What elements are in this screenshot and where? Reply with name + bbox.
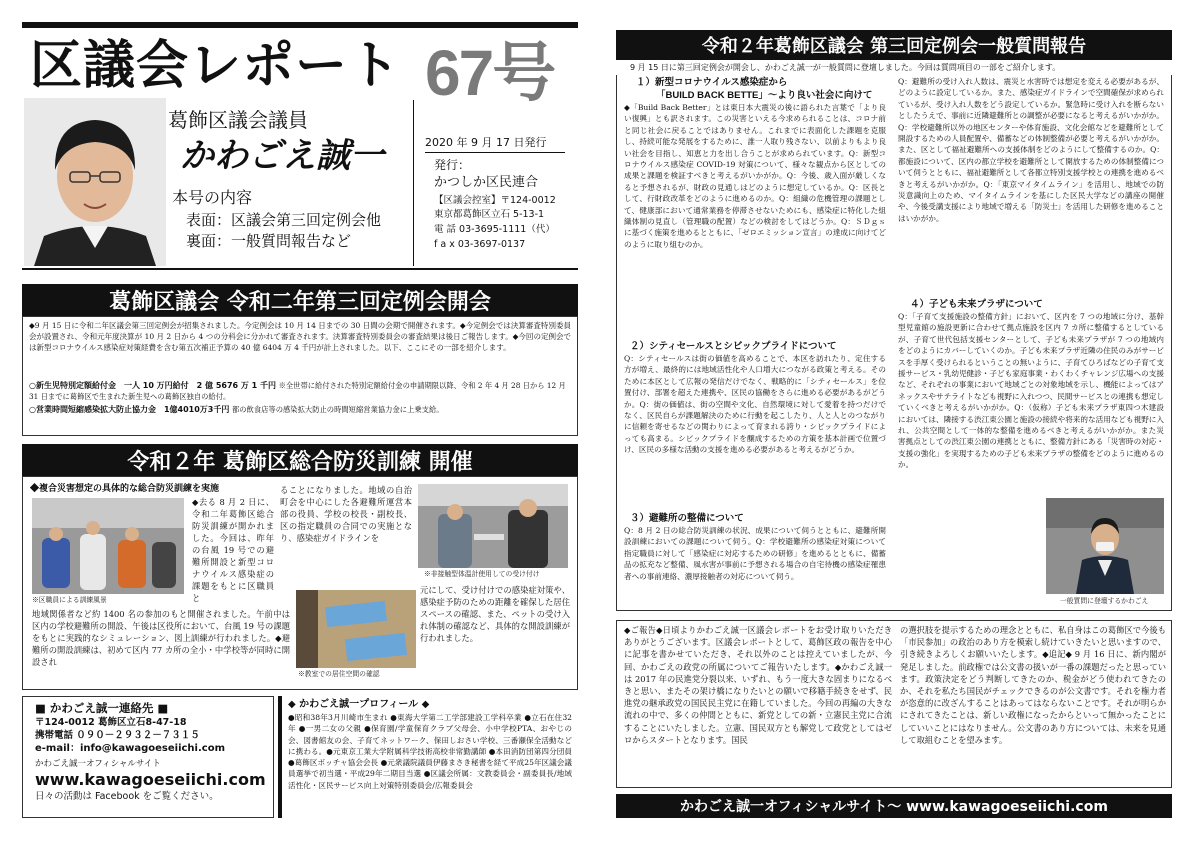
section-1-title: １）新型コロナウイルス感染症から xyxy=(636,77,788,88)
profile-heading: ◆ かわごえ誠一プロフィール ◆ xyxy=(288,699,430,710)
section-2-text: Q：シティセールスは街の価値を高めることで、本区を訪れたり、定住する方が増え、最終的には地域活性化や人口増大につながる政策と考える。そのために本区として広報の発信だけでなく、戦略的に「シティセールス」を位置付け、部署を超えた連携や、区民の協働をさらに進める必要があるがどうか。Q：街の価値は、街の空間や文化、自然環境に対して愛着を持つだけでなく、区民自らが課題解決のために行動を起こしたり、人と人とのつながりに信頼を寄せるなどの関わりによって育まれる誇り・シビックプライドによっても高まる。シビックプライドを醸成するための方策を基本計画で位置づけ、区民の多様な活動の支援を進める必要があると考えるがどうか。 xyxy=(624,354,886,455)
contact-heading: ■ かわごえ誠一連絡先 ■ xyxy=(35,701,169,715)
drill-text-col-1: ◆去る 8 月 2 日に、令和二年葛飾区総合防災訓練が開かれました。今回は、昨年の台風 19 号での避難所開設と新型コロナウイルス感染症の課題をもとに区職員と xyxy=(192,497,274,603)
publisher-tel: 電 話 03-3695-1111（代） xyxy=(434,224,555,235)
contact-address: 〒124-0012 葛飾区立石8-47-18 xyxy=(35,717,187,728)
drill-text-bottom: 地域関係者など約 1400 名の参加のもと開催されました。午前中は区内の学校避難所の開設、午後は区役所において、台風 19 号の課題をもとに実践的なシミュレーション、図上訓練が行われました。◆避難所の開設訓練は、初めて区内 77 カ所の全小・中学校等が同時に開設され xyxy=(32,609,290,667)
session-item-2-title: ○営業時間短縮感染拡大防止協力金 1億4010万3千円 xyxy=(29,405,230,414)
issue-number: 67号 xyxy=(425,37,555,109)
section-1-subtitle: 「BUILD BACK BETTE」〜より良い社会に向けて xyxy=(656,90,873,101)
speech-photo xyxy=(1046,498,1164,594)
drill-photo-3 xyxy=(296,590,416,668)
section-1-text: ◆「Build Back Better」とは東日本大震災の後に語られた言葉で「より良い復興」とも訳されます。この災害といえる今求められることは、コロナ前と同じ社会に戻ることではありません。これまでに表面化した課題を克服し、持続可能な発展をするために、誰一人取り残さない、以前よりもより良い社会を目指し、知恵と力を出し合うことが求められています。Q：新型コロナウイルス感染症 COVID-19 対策について、様々な観点から区としての成果と課題を検証すべきと考えるがいかがか。Q：今後、歳入面が厳しくなると予想されるが、財政の見通しはどのように想定しているか。Q：区長として、行財政改革をどのように進めるのか。Q：組織の危機管理の課題として、健康部において通常業務を停滞させないためにも、感染症に特化した組織体制の見直し（管理職の配置）などの検討をしてはどうか。Q：ＳＤｇｓに基づく施策を進めるとともに、「ゼロエミッション宣言」の達成に向けてどのように取り組むのか。 xyxy=(624,103,886,249)
drill-subheading: ◆複合災害想定の具体的な総合防災訓練を実施 xyxy=(30,483,220,493)
publisher-address: 東京都葛飾区立石 5-13-1 xyxy=(434,209,545,220)
footer-site[interactable]: かわごえ誠一オフィシャルサイト〜 www.kawagoeseiichi.com xyxy=(616,794,1172,818)
drill-heading: 令和２年 葛飾区総合防災訓練 開催 xyxy=(22,444,578,476)
publisher-fax: f a x 03-3697-0137 xyxy=(434,239,526,250)
drill-photo-1-caption: ※区職員による訓練風景 xyxy=(32,596,107,604)
report-heading: 令和２年葛飾区議会 第三回定例会一般質問報告 xyxy=(616,30,1172,60)
section-3-text: Q：8 月 2 日の総合防災訓練の状況、成果について伺うとともに、避難所開設訓練においての課題について伺う。Q：学校避難所の感染症対策について指定職員に対して「感染症に対応するための研修」を進めるとともに、備蓄品の拡充など整備、風水害が事前に予想される場合の自宅待機の感染症罹患者への事前連絡、濃厚接触者の対応について伺う。 xyxy=(624,526,886,581)
section-4-title: ４）子ども未来プラザについて xyxy=(910,299,1043,310)
contact-facebook: 日々の活動は Facebook をご覧ください。 xyxy=(35,791,219,802)
contact-email[interactable]: e-mail：info@kawagoeseiichi.com xyxy=(35,743,225,754)
issue-date: 2020 年 9 月 17 日発行 xyxy=(425,136,565,153)
session-item-1 xyxy=(29,380,571,402)
publisher-name: かつしか区民連合 xyxy=(434,175,539,190)
section-4-text: Q：「子育て支援施設の整備方針」において、区内を 7 つの地域に分け、基幹型児童館の施設更新に合わせて拠点施設を区内 7 カ所に整備するとしているが、子育て世代包括支援センターとして、子ども未来プラザが 7 つの地域内をどのようにカバーしていくのか。子ども未来プラザ近隣の住民のみがサービスを手厚く受けられるということの無いように、子育てひろばなどの子育て支援サービス・乳幼児健診・子ども家庭事業・わくわくチャレンジ広場への支援など、それぞれの事業において地域ごとの対象地域を示し、機能によってはアネックスやサテライトなども視野に入れつつ、民間サービスとの連携も想定していくべきと考えるがいかがか。Q：（仮称）子ども未来プラザ東四つ木建設においては、隣接する渋江東公園と施設の接続や将来的な活用なども視野に入れ、公共空間として一体的な整備を進めるべきと考えるがいかがか。また災害拠点としての渋江東公園の連携とともに、整備方針にある「災害時の対応・支援の強化」を実現するための子ども未来プラザの整備をどのように進めるのか。 xyxy=(898,312,1164,470)
drill-text-col-3: 元にして、受け付けでの感染症対策や、感染症予防のための距離を確保した居住スペースの確認、また、ペットの受け入れ体制の確認など、具体的な開設訓練が行われました。 xyxy=(420,585,570,643)
publisher-office: 【区議会控室】〒124-0012 xyxy=(434,195,556,206)
notice-text-1: ◆ご報告◆日頃よりかわごえ誠一区議会レポートをお受け取りいただきありがとうございます。区議会レポートとして、葛飾区政の報告を中心に記事を書かせていただき、それ以外のことは控えていましたが、今回、かわごえの政党の所属についてご報告いたします。◆かわごえ誠一は 2017 年の民進党分裂以来、いずれ、もう一度大きな固まりになるべきと思い、またその架け橋になりたいとの願いで移籍手続きをせず、民進党の継承政党の国民民主党に在籍していました。今回の再編の大きな流れの中で、多くの仲間とともに、新党としての新・立憲民主党に合流することにいたしました。立憲、国民双方とも解党して政党としてはゼロからスタートとなります。国民 xyxy=(624,625,892,745)
contents-back: 裏面：一般質問報告など xyxy=(186,232,352,250)
profile-box xyxy=(278,696,578,818)
contact-site-url[interactable]: www.kawagoeseiichi.com xyxy=(35,770,266,789)
session-box xyxy=(22,316,578,436)
contents-heading: 本号の内容 xyxy=(172,188,253,207)
session-item-1-text: ※全世帯に給付された特別定額給付金の申請期限以降、令和 2 年 4 月 28 日から 12 月 31 日までに葛飾区で生まれた新生児への葛飾区独自の給付。 xyxy=(29,381,566,401)
contact-mobile: 携帯電話 ０９０－２９３２－７３１５ xyxy=(35,730,200,741)
contents-front: 表面：区議会第三回定例会他 xyxy=(186,211,382,229)
drill-text-col-2: ることになりました。地域の自治町会を中心にした各避難所運営本部の役員、学校の校長・副校長、区の指定職員の合同での実施となり、感染症ガイドラインを xyxy=(280,485,412,543)
masthead-divider xyxy=(413,100,414,266)
speech-photo-caption: 一般質問に登壇するかわごえ xyxy=(1060,597,1149,605)
drill-photo-1 xyxy=(32,498,184,594)
section-3-text-continued: Q：避難所の受け入れ人数は、震災と水害時では想定を変える必要があるが、どのように設定しているか。また、感染症ガイドラインで空間確保が求められているが、受け入れ人数をどう設定しているか。緊急時に受け入れを断らないとしたうえで、事前に近隣避難所との調整が必要になると考えるがいかがか。Q：学校避難所以外の地区センターや体育施設、文化会館などを避難所として開設するための人員配置や、備蓄などの体制整備が必要と考えるがいかがか。また、区として福祉避難所への支援体制をどのようにして整備するのか。Q：都施設について、区内の都立学校を避難所として開放するための体制整備について伺うとともに、福祉避難所として各都立特別支援学校との連携を進めるべきと考えるがいかがか。Q：「東京マイタイムライン」を活用し、地域での防災意識向上のため、マイタイムラインを基にした区民大学などの講座の開催や、今後受講支援により地域で増える「防災士」を活用した研修を進めることはいかがか。 xyxy=(898,77,1164,223)
notice-text-2: の選択肢を提示するための理念とともに、私自身はこの葛飾区で今後も「市民参加」の政治のあり方を模索し続けていきたいと思いますので、引き続きよろしくお願いいたします。◆追記◆ 9 月 16 日に、新内閣が発足しました。前政権では公文書の扱いが一番の課題だったと思っています。政策決定をどう判断してきたのか、税金がどう使われてきたのか、それを私たち国民がチェックできるのが公文書です。それを権力者が恣意的に改ざんすることはあってはならないことです。それが明らかにされてきたことは、新しい政権になったからといって無かったことにしていいことにはなりません。公文書のあり方については、未来を見通して取組むことを望みます。 xyxy=(900,625,1166,745)
member-role: 葛飾区議会議員 xyxy=(168,108,308,132)
section-2-title: ２）シティセールスとシビックプライドについて xyxy=(630,341,837,352)
session-item-2 xyxy=(29,404,571,415)
session-item-1-title: ○新生児特別定額給付金 一人 10 万円給付 2 億 5676 万 1 千円 xyxy=(29,381,277,390)
session-heading: 葛飾区議会 令和二年第三回定例会開会 xyxy=(22,284,578,316)
newsletter-title: 区議会レポート xyxy=(30,37,402,95)
profile-text: ●昭和38年3月川崎市生まれ ●東海大学第二工学部建設工学科卒業 ●立石在住32年 ●一男二女の父親 ●保育園/学童保育クラブ父母会、小中学校PTA、おやじの会、図書館友の会、子育てネットワーク、保田しおさい学校、三番瀬保全活動などに携わる。●元東京工業大学附属科学技術高校非常勤講師 ●本田消防団第四分団員 ●葛飾区ボッチャ協会会長 ●元衆議院議員伊藤まさき秘書を経て平成25年区議会議員選挙で初当選・平成29年二期目当選 ●区議会所属：文教委員会・副委員長/地域活性化・区民サービス向上対策特別委員会/広報委員会 xyxy=(288,713,572,790)
section-4-text-end xyxy=(898,497,1038,609)
member-portrait xyxy=(24,98,166,266)
drill-photo-2-caption: ※非接触型体温計使用しての受け付け xyxy=(424,570,540,578)
contact-box xyxy=(22,696,274,818)
session-item-2-text: 都の飲食店等の感染拡大防止の時間短縮営業協力金に上乗支給。 xyxy=(231,405,444,414)
contact-site-label: かわごえ誠一オフィシャルサイト xyxy=(35,759,161,769)
member-name: かわごえ誠一 xyxy=(180,136,384,176)
section-3-title: ３）避難所の整備について xyxy=(630,513,744,524)
drill-photo-3-caption: ※教室での居住空間の確認 xyxy=(298,670,380,678)
report-intro: 9 月 15 日に第三回定例会が開会し、かわごえ誠一が一般質問に登壇しました。今回は質問項目の一部をご紹介します。 xyxy=(630,63,1061,72)
drill-photo-2 xyxy=(418,484,568,568)
session-text: ◆9 月 15 日に令和二年区議会第三回定例会が招集されました。今定例会は 10 月 14 日までの 30 日間の会期で開催されます。◆今定例会では決算審査特別委員会が設置され、令和元年度決算が 10 月 2 日から 4 つの分科会に分かれて審査されます。決算審査特別委員会の審査結果は後日ご報告します。◆今回の定例会では新型コロナウイルス感染症対策経費を含む第五次補正予算の 40 億 6404 万 4 千円が計上されました。以下、ここにその一部を紹介します。 xyxy=(29,321,571,353)
publisher-label: 発行： xyxy=(434,158,471,172)
